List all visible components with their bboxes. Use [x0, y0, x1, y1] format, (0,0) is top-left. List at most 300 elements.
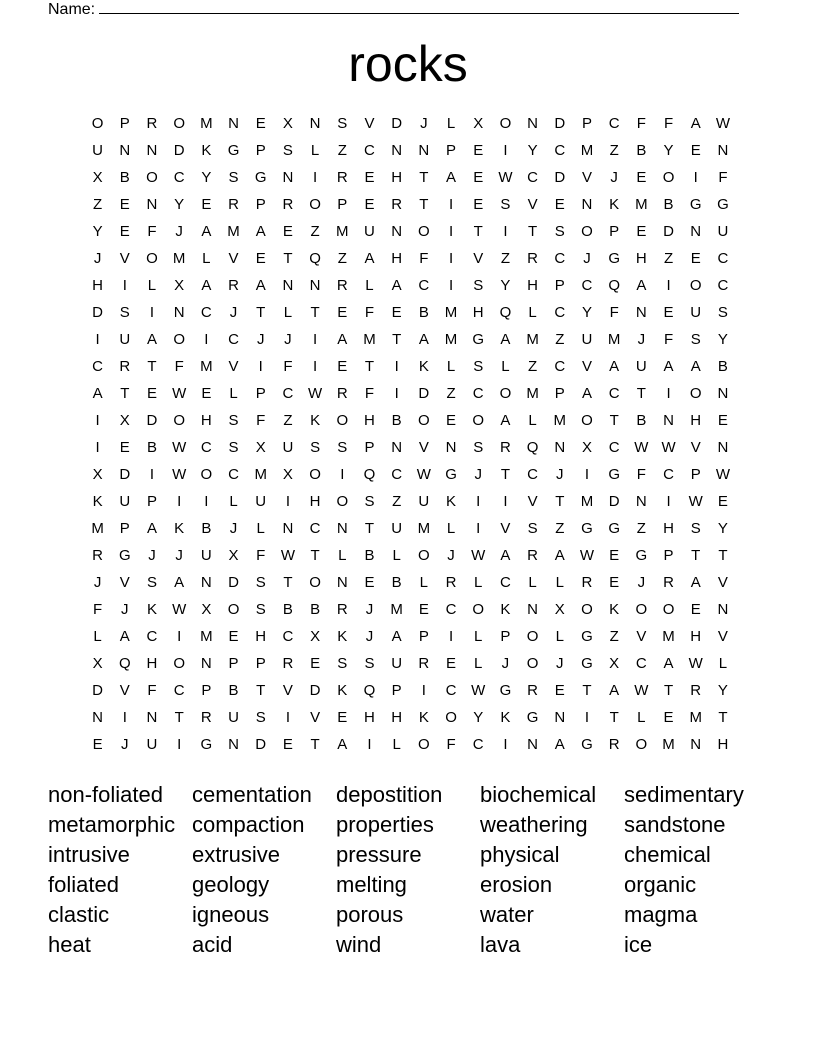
grid-letter[interactable]: C	[282, 385, 294, 402]
grid-letter[interactable]: B	[364, 547, 375, 564]
grid-letter[interactable]: N	[173, 304, 185, 321]
grid-letter[interactable]: L	[392, 736, 401, 753]
grid-letter[interactable]: C	[146, 628, 158, 645]
grid-letter[interactable]: U	[228, 709, 239, 726]
grid-letter[interactable]: H	[391, 169, 403, 186]
grid-letter[interactable]: W	[634, 682, 649, 699]
grid-letter[interactable]: O	[689, 385, 702, 402]
grid-letter[interactable]: N	[717, 601, 729, 618]
grid-letter[interactable]: A	[690, 115, 701, 132]
grid-letter[interactable]: K	[418, 358, 429, 375]
grid-letter[interactable]: E	[717, 493, 728, 510]
grid-letter[interactable]: Z	[500, 250, 510, 267]
grid-letter[interactable]: H	[146, 655, 158, 672]
grid-letter[interactable]: N	[92, 709, 104, 726]
grid-letter[interactable]: L	[446, 115, 456, 132]
grid-letter[interactable]: Y	[717, 331, 728, 348]
grid-letter[interactable]: P	[146, 493, 157, 510]
grid-letter[interactable]: I	[666, 277, 671, 294]
grid-letter[interactable]: V	[310, 709, 321, 726]
grid-letter[interactable]: C	[635, 655, 647, 672]
grid-letter[interactable]: N	[146, 142, 158, 159]
grid-letter[interactable]: J	[556, 466, 564, 483]
grid-letter[interactable]: A	[690, 574, 701, 591]
grid-letter[interactable]: R	[445, 574, 457, 591]
grid-letter[interactable]: V	[717, 628, 728, 645]
grid-letter[interactable]: M	[200, 115, 213, 132]
grid-letter[interactable]: T	[310, 736, 320, 753]
grid-letter[interactable]: O	[499, 115, 512, 132]
grid-letter[interactable]: C	[554, 250, 566, 267]
grid-letter[interactable]: R	[663, 574, 674, 591]
grid-letter[interactable]: J	[447, 547, 455, 564]
grid-letter[interactable]: T	[283, 250, 293, 267]
grid-letter[interactable]: S	[228, 439, 239, 456]
grid-letter[interactable]: R	[282, 655, 294, 672]
grid-letter[interactable]: I	[95, 331, 100, 348]
grid-letter[interactable]: X	[554, 601, 565, 618]
grid-letter[interactable]: B	[663, 196, 674, 213]
grid-letter[interactable]: T	[120, 385, 130, 402]
grid-letter[interactable]: O	[662, 169, 675, 186]
grid-letter[interactable]: D	[554, 115, 566, 132]
grid-letter[interactable]: E	[636, 169, 647, 186]
grid-letter[interactable]: X	[119, 412, 130, 429]
grid-letter[interactable]: M	[91, 520, 104, 537]
grid-letter[interactable]: E	[418, 601, 429, 618]
grid-letter[interactable]: O	[146, 169, 158, 186]
grid-letter[interactable]: X	[92, 169, 103, 186]
grid-letter[interactable]: E	[282, 223, 293, 240]
grid-letter[interactable]: H	[635, 250, 647, 267]
grid-letter[interactable]: U	[717, 223, 729, 240]
grid-letter[interactable]: W	[280, 547, 295, 564]
grid-letter[interactable]: D	[309, 682, 321, 699]
grid-letter[interactable]: L	[528, 412, 537, 429]
grid-letter[interactable]: I	[394, 358, 399, 375]
grid-letter[interactable]: Z	[93, 196, 103, 213]
grid-letter[interactable]: E	[690, 250, 701, 267]
grid-letter[interactable]: R	[527, 547, 539, 564]
grid-letter[interactable]: C	[173, 169, 185, 186]
grid-letter[interactable]: O	[418, 736, 430, 753]
grid-letter[interactable]: N	[527, 736, 539, 753]
grid-letter[interactable]: L	[93, 628, 102, 645]
grid-letter[interactable]: M	[363, 331, 376, 348]
grid-letter[interactable]: W	[688, 493, 703, 510]
grid-letter[interactable]: N	[391, 223, 403, 240]
grid-letter[interactable]: N	[663, 412, 674, 429]
grid-letter[interactable]: U	[119, 331, 131, 348]
grid-letter[interactable]: J	[229, 520, 238, 537]
grid-letter[interactable]: F	[663, 115, 674, 132]
grid-letter[interactable]: X	[609, 655, 620, 672]
grid-letter[interactable]: S	[500, 196, 511, 213]
grid-letter[interactable]: G	[581, 520, 593, 537]
grid-letter[interactable]: V	[527, 493, 538, 510]
grid-letter[interactable]: T	[609, 412, 619, 429]
grid-letter[interactable]: H	[717, 736, 729, 753]
grid-letter[interactable]: B	[201, 520, 212, 537]
grid-letter[interactable]: R	[200, 709, 212, 726]
grid-letter[interactable]: K	[337, 682, 348, 699]
grid-letter[interactable]: Z	[392, 493, 402, 510]
grid-letter[interactable]: A	[500, 331, 511, 348]
grid-letter[interactable]: N	[554, 709, 566, 726]
grid-letter[interactable]: X	[228, 547, 239, 564]
grid-letter[interactable]: B	[391, 574, 402, 591]
grid-letter[interactable]: T	[718, 547, 728, 564]
grid-letter[interactable]: C	[418, 277, 430, 294]
grid-letter[interactable]: C	[228, 331, 239, 348]
grid-letter[interactable]: P	[255, 655, 266, 672]
grid-letter[interactable]: O	[200, 466, 213, 483]
grid-letter[interactable]: N	[527, 115, 539, 132]
grid-letter[interactable]: V	[500, 520, 511, 537]
grid-letter[interactable]: K	[609, 601, 620, 618]
grid-letter[interactable]: L	[474, 628, 483, 645]
grid-letter[interactable]: A	[364, 250, 375, 267]
grid-letter[interactable]: T	[663, 682, 674, 699]
grid-letter[interactable]: D	[92, 682, 104, 699]
grid-letter[interactable]: C	[608, 439, 620, 456]
grid-letter[interactable]: L	[555, 628, 564, 645]
grid-letter[interactable]: E	[255, 250, 266, 267]
grid-letter[interactable]: S	[473, 358, 484, 375]
grid-letter[interactable]: W	[579, 547, 595, 564]
grid-letter[interactable]: X	[201, 601, 212, 618]
grid-letter[interactable]: P	[446, 142, 457, 159]
grid-letter[interactable]: R	[690, 682, 702, 699]
grid-letter[interactable]: E	[146, 385, 157, 402]
grid-letter[interactable]: M	[526, 385, 539, 402]
grid-letter[interactable]: C	[527, 169, 539, 186]
grid-letter[interactable]: I	[149, 304, 155, 321]
grid-letter[interactable]: T	[174, 709, 184, 726]
grid-letter[interactable]: W	[471, 682, 486, 699]
grid-letter[interactable]: S	[473, 439, 484, 456]
grid-letter[interactable]: C	[663, 466, 674, 483]
grid-letter[interactable]: R	[499, 439, 511, 456]
grid-letter[interactable]: E	[310, 655, 321, 672]
grid-letter[interactable]: S	[473, 277, 484, 294]
grid-letter[interactable]: L	[419, 574, 429, 591]
grid-letter[interactable]: A	[418, 331, 429, 348]
grid-letter[interactable]: F	[147, 682, 157, 699]
grid-letter[interactable]: R	[608, 736, 620, 753]
grid-letter[interactable]: J	[121, 736, 129, 753]
grid-letter[interactable]: O	[173, 655, 185, 672]
grid-letter[interactable]: O	[418, 223, 430, 240]
grid-letter[interactable]: S	[690, 331, 701, 348]
grid-letter[interactable]: X	[174, 277, 185, 294]
grid-letter[interactable]: O	[173, 331, 185, 348]
grid-letter[interactable]: K	[310, 412, 321, 429]
grid-letter[interactable]: O	[309, 574, 321, 591]
grid-letter[interactable]: A	[92, 385, 103, 402]
grid-letter[interactable]: J	[637, 574, 646, 591]
grid-letter[interactable]: A	[609, 682, 620, 699]
grid-letter[interactable]: L	[446, 520, 456, 537]
grid-letter[interactable]: I	[584, 466, 590, 483]
grid-letter[interactable]: V	[636, 628, 647, 645]
grid-letter[interactable]: L	[555, 574, 564, 591]
grid-letter[interactable]: T	[609, 709, 619, 726]
grid-letter[interactable]: E	[337, 304, 348, 321]
grid-letter[interactable]: O	[91, 115, 104, 132]
grid-letter[interactable]: R	[228, 196, 239, 213]
grid-letter[interactable]: Y	[527, 142, 538, 159]
grid-letter[interactable]: C	[391, 466, 403, 483]
grid-letter[interactable]: L	[392, 547, 401, 564]
grid-letter[interactable]: W	[308, 385, 323, 402]
grid-letter[interactable]: A	[337, 331, 348, 348]
grid-letter[interactable]: H	[200, 412, 212, 429]
grid-letter[interactable]: C	[445, 601, 457, 618]
grid-letter[interactable]: P	[554, 277, 565, 294]
grid-letter[interactable]: U	[418, 493, 430, 510]
grid-letter[interactable]: G	[635, 547, 648, 564]
grid-letter[interactable]: S	[527, 520, 538, 537]
grid-letter[interactable]: R	[146, 115, 158, 132]
grid-letter[interactable]: V	[581, 169, 592, 186]
grid-letter[interactable]: D	[173, 142, 185, 159]
grid-letter[interactable]: S	[228, 412, 239, 429]
grid-letter[interactable]: I	[394, 385, 399, 402]
grid-letter[interactable]: N	[282, 169, 294, 186]
grid-letter[interactable]: E	[201, 385, 212, 402]
grid-letter[interactable]: E	[636, 223, 647, 240]
grid-letter[interactable]: D	[228, 574, 239, 591]
grid-letter[interactable]: O	[635, 601, 648, 618]
grid-letter[interactable]: W	[471, 547, 486, 564]
grid-letter[interactable]: T	[500, 466, 510, 483]
grid-letter[interactable]: V	[418, 439, 429, 456]
grid-letter[interactable]: E	[255, 115, 266, 132]
grid-letter[interactable]: P	[581, 115, 592, 132]
grid-letter[interactable]: F	[93, 601, 103, 618]
grid-letter[interactable]: I	[340, 466, 345, 483]
grid-letter[interactable]: V	[717, 574, 728, 591]
grid-letter[interactable]: E	[364, 169, 375, 186]
grid-letter[interactable]: K	[500, 709, 511, 726]
grid-letter[interactable]: O	[662, 601, 675, 618]
grid-letter[interactable]: V	[527, 196, 538, 213]
grid-letter[interactable]: G	[445, 466, 457, 483]
grid-letter[interactable]: E	[364, 196, 375, 213]
grid-letter[interactable]: F	[609, 304, 619, 321]
grid-letter[interactable]: X	[282, 115, 293, 132]
grid-letter[interactable]: K	[418, 709, 429, 726]
grid-letter[interactable]: E	[690, 142, 701, 159]
grid-letter[interactable]: H	[364, 709, 375, 726]
grid-letter[interactable]: C	[581, 277, 593, 294]
grid-letter[interactable]: E	[337, 709, 348, 726]
grid-letter[interactable]: P	[201, 682, 212, 699]
grid-letter[interactable]: N	[309, 277, 321, 294]
grid-letter[interactable]: L	[446, 358, 456, 375]
grid-letter[interactable]: B	[418, 304, 429, 321]
grid-letter[interactable]: O	[581, 412, 593, 429]
grid-letter[interactable]: Z	[446, 385, 456, 402]
grid-letter[interactable]: V	[119, 574, 130, 591]
grid-letter[interactable]: B	[310, 601, 321, 618]
grid-letter[interactable]: K	[609, 196, 620, 213]
grid-letter[interactable]: N	[228, 115, 239, 132]
grid-letter[interactable]: J	[637, 331, 646, 348]
grid-letter[interactable]: H	[309, 493, 321, 510]
grid-letter[interactable]: L	[229, 493, 238, 510]
grid-letter[interactable]: S	[717, 304, 728, 321]
grid-letter[interactable]: C	[472, 736, 484, 753]
grid-letter[interactable]: J	[229, 304, 238, 321]
grid-letter[interactable]: V	[282, 682, 293, 699]
grid-letter[interactable]: Z	[555, 520, 565, 537]
grid-letter[interactable]: Y	[717, 682, 728, 699]
grid-letter[interactable]: M	[553, 412, 567, 429]
grid-letter[interactable]: M	[254, 466, 267, 483]
grid-letter[interactable]: J	[121, 601, 129, 618]
grid-letter[interactable]: P	[609, 223, 620, 240]
grid-letter[interactable]: S	[255, 574, 266, 591]
grid-letter[interactable]: I	[122, 709, 127, 726]
grid-letter[interactable]: E	[609, 547, 620, 564]
grid-letter[interactable]: Z	[636, 520, 646, 537]
grid-letter[interactable]: F	[364, 385, 375, 402]
grid-letter[interactable]: D	[663, 223, 674, 240]
grid-letter[interactable]: T	[364, 520, 375, 537]
grid-letter[interactable]: J	[93, 250, 102, 267]
grid-letter[interactable]: N	[282, 277, 294, 294]
grid-letter[interactable]: E	[473, 169, 484, 186]
grid-letter[interactable]: I	[95, 439, 100, 456]
grid-letter[interactable]: C	[200, 304, 212, 321]
grid-letter[interactable]: Y	[473, 709, 484, 726]
grid-letter[interactable]: R	[228, 277, 239, 294]
grid-letter[interactable]: F	[663, 331, 674, 348]
grid-letter[interactable]: B	[717, 358, 728, 375]
grid-letter[interactable]: H	[92, 277, 104, 294]
grid-letter[interactable]: T	[718, 709, 728, 726]
grid-letter[interactable]: I	[584, 709, 590, 726]
grid-letter[interactable]: F	[283, 358, 293, 375]
grid-letter[interactable]: S	[337, 115, 348, 132]
grid-letter[interactable]: N	[554, 439, 566, 456]
grid-letter[interactable]: D	[418, 385, 430, 402]
grid-letter[interactable]: F	[256, 412, 266, 429]
grid-letter[interactable]: T	[582, 682, 592, 699]
grid-letter[interactable]: N	[445, 439, 457, 456]
grid-letter[interactable]: E	[663, 709, 674, 726]
grid-letter[interactable]: R	[418, 655, 430, 672]
grid-letter[interactable]: E	[663, 304, 674, 321]
grid-letter[interactable]: L	[256, 520, 265, 537]
grid-letter[interactable]: W	[172, 601, 187, 618]
grid-letter[interactable]: E	[391, 304, 402, 321]
grid-letter[interactable]: T	[364, 358, 375, 375]
grid-letter[interactable]: I	[285, 493, 290, 510]
grid-letter[interactable]: S	[282, 142, 293, 159]
name-field[interactable]	[48, 0, 739, 19]
grid-letter[interactable]: I	[503, 736, 508, 753]
grid-letter[interactable]: I	[448, 277, 454, 294]
grid-letter[interactable]: J	[93, 574, 102, 591]
grid-letter[interactable]: E	[282, 736, 293, 753]
grid-letter[interactable]: A	[500, 412, 511, 429]
grid-letter[interactable]: C	[445, 682, 457, 699]
grid-letter[interactable]: M	[689, 709, 702, 726]
grid-letter[interactable]: B	[119, 169, 130, 186]
grid-letter[interactable]: N	[200, 574, 212, 591]
grid-letter[interactable]: N	[527, 601, 539, 618]
grid-letter[interactable]: H	[364, 412, 375, 429]
grid-letter[interactable]: T	[636, 385, 646, 402]
grid-letter[interactable]: P	[554, 385, 565, 402]
grid-letter[interactable]: W	[416, 466, 431, 483]
grid-letter[interactable]: X	[92, 655, 103, 672]
grid-letter[interactable]: P	[364, 439, 375, 456]
grid-letter[interactable]: A	[446, 169, 457, 186]
grid-letter[interactable]: C	[200, 439, 212, 456]
grid-letter[interactable]: T	[392, 331, 402, 348]
grid-letter[interactable]: A	[609, 358, 620, 375]
grid-letter[interactable]: G	[254, 169, 267, 186]
grid-letter[interactable]: U	[255, 493, 267, 510]
grid-letter[interactable]: Z	[283, 412, 293, 429]
grid-letter[interactable]: R	[336, 385, 348, 402]
grid-letter[interactable]: I	[204, 493, 209, 510]
grid-letter[interactable]: N	[581, 196, 593, 213]
grid-letter[interactable]: J	[556, 655, 564, 672]
grid-letter[interactable]: C	[554, 358, 566, 375]
grid-letter[interactable]: C	[309, 520, 321, 537]
grid-letter[interactable]: I	[693, 169, 698, 186]
grid-letter[interactable]: P	[391, 682, 402, 699]
grid-letter[interactable]: C	[717, 277, 729, 294]
grid-letter[interactable]: S	[337, 439, 348, 456]
grid-letter[interactable]: K	[146, 601, 157, 618]
grid-letter[interactable]: U	[92, 142, 104, 159]
grid-letter[interactable]: O	[418, 547, 430, 564]
grid-letter[interactable]: U	[146, 736, 158, 753]
grid-letter[interactable]: M	[607, 331, 621, 348]
grid-letter[interactable]: C	[554, 304, 566, 321]
grid-letter[interactable]: C	[608, 115, 620, 132]
grid-letter[interactable]: T	[256, 304, 266, 321]
grid-letter[interactable]: X	[473, 115, 484, 132]
grid-letter[interactable]: D	[255, 736, 267, 753]
grid-letter[interactable]: P	[119, 520, 130, 537]
grid-letter[interactable]: C	[173, 682, 185, 699]
grid-letter[interactable]: E	[446, 412, 457, 429]
grid-letter[interactable]: F	[446, 736, 456, 753]
grid-letter[interactable]: X	[310, 628, 321, 645]
grid-letter[interactable]: G	[581, 628, 593, 645]
grid-letter[interactable]: A	[690, 358, 701, 375]
grid-letter[interactable]: U	[581, 331, 593, 348]
grid-letter[interactable]: E	[92, 736, 103, 753]
grid-letter[interactable]: L	[147, 277, 157, 294]
grid-letter[interactable]: F	[256, 547, 266, 564]
grid-letter[interactable]: K	[174, 520, 185, 537]
grid-letter[interactable]: U	[391, 520, 403, 537]
grid-letter[interactable]: L	[365, 277, 374, 294]
grid-letter[interactable]: J	[420, 115, 428, 132]
grid-letter[interactable]: W	[498, 169, 513, 186]
grid-letter[interactable]: U	[364, 223, 375, 240]
grid-letter[interactable]: T	[283, 574, 293, 591]
grid-letter[interactable]: G	[200, 736, 213, 753]
